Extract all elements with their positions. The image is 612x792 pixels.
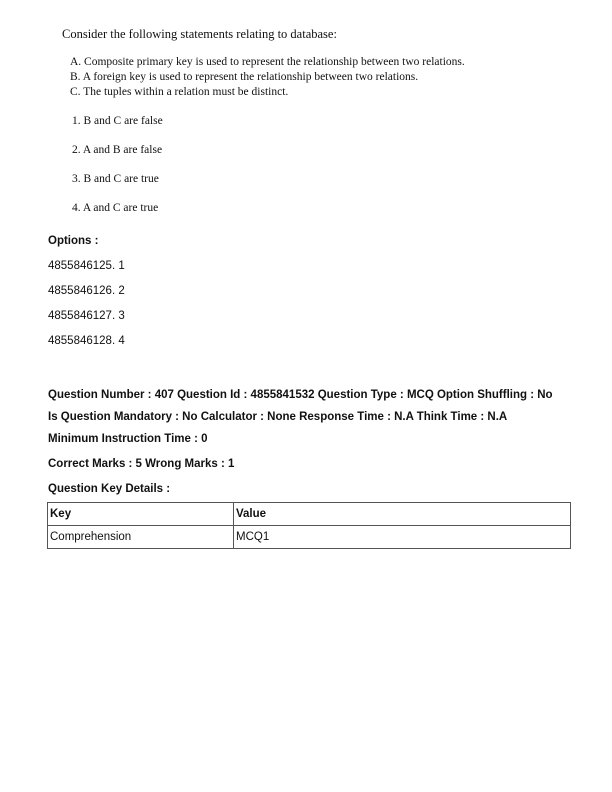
statement-list [70,55,465,100]
statement-c: C. The tuples within a relation must be distinct. [70,86,289,98]
table-row [48,526,571,549]
option-item-2: 4855846126. 2 [48,285,125,297]
choice-3: 3. B and C are true [72,173,159,185]
choice-4: 4. A and C are true [72,202,159,214]
table-header-value: Value [234,503,571,526]
marks-line: Correct Marks : 5 Wrong Marks : 1 [48,458,235,470]
table-cell-key: Comprehension [48,526,234,549]
table-cell-value: MCQ1 [234,526,571,549]
option-item-4: 4855846128. 4 [48,335,125,347]
question-meta-line-2: Is Question Mandatory : No Calculator : None Response Time : N.A Think Time : N.A [48,411,508,423]
choice-2: 2. A and B are false [72,144,163,156]
options-label: Options : [48,235,99,247]
key-details-table [47,502,571,549]
question-meta-line-3: Minimum Instruction Time : 0 [48,433,208,445]
option-item-3: 4855846127. 3 [48,310,125,322]
question-intro: Consider the following statements relating to database: [62,27,337,41]
table-header-row [48,503,571,526]
key-details-label: Question Key Details : [48,483,171,495]
statement-a: A. Composite primary key is used to represent the relationship between two relations. [70,56,465,68]
table-header-key: Key [48,503,234,526]
option-item-1: 4855846125. 1 [48,260,125,272]
statement-b: B. A foreign key is used to represent the relationship between two relations. [70,71,419,83]
question-meta-line-1: Question Number : 407 Question Id : 4855841532 Question Type : MCQ Option Shuffling : No [48,389,553,401]
choice-1: 1. B and C are false [72,115,163,127]
